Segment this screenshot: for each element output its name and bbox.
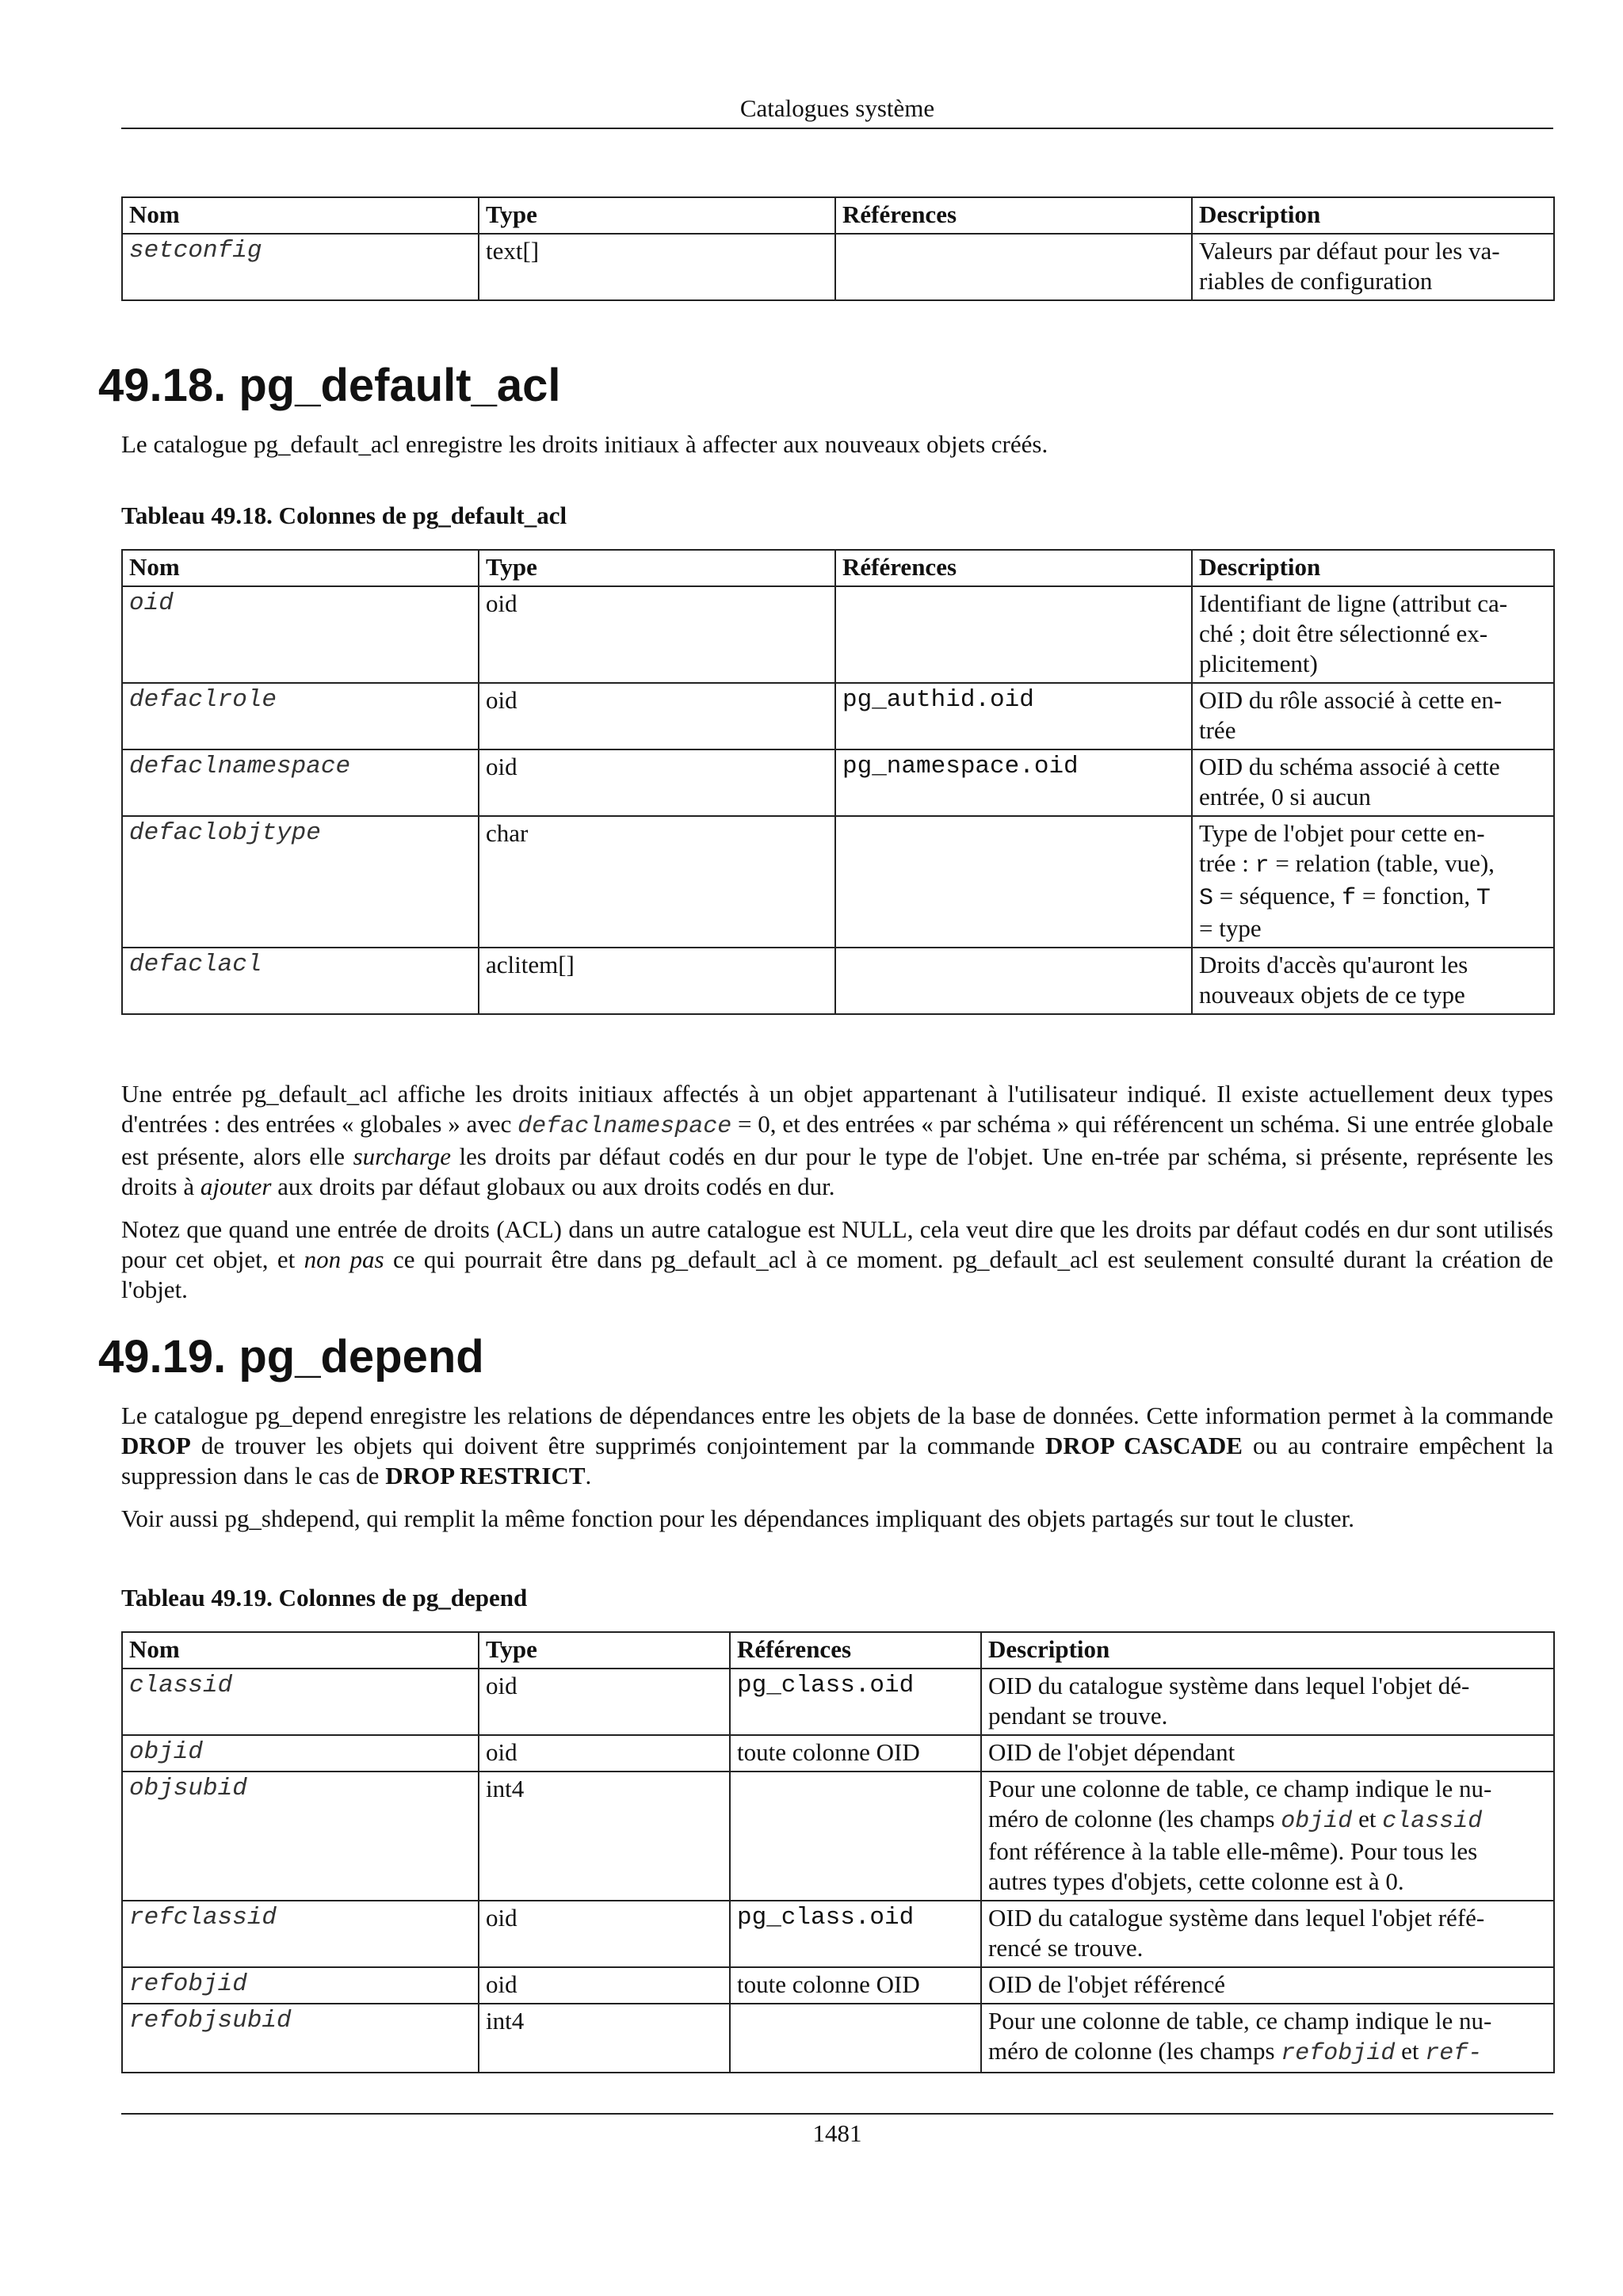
depend-table-wrap bbox=[121, 1631, 1553, 2073]
table-row bbox=[122, 816, 1554, 948]
column-header: Type bbox=[479, 550, 835, 586]
inline-code: defaclnamespace bbox=[517, 1113, 732, 1140]
table-caption: Tableau 49.18. Colonnes de pg_default_acl bbox=[121, 502, 567, 529]
column-desc-cell: OID du rôle associé à cette en- trée bbox=[1192, 683, 1554, 749]
column-ref-cell bbox=[835, 234, 1192, 300]
footer-rule bbox=[121, 2113, 1553, 2115]
table-row bbox=[122, 1901, 1554, 1967]
column-type-cell: oid bbox=[479, 749, 835, 816]
table-row bbox=[122, 1772, 1554, 1901]
continued-columns-table bbox=[121, 196, 1555, 301]
body-paragraph bbox=[121, 1215, 1553, 1305]
default-acl-intro bbox=[121, 429, 1553, 460]
section-heading-default-acl: 49.18. pg_default_acl bbox=[98, 360, 561, 411]
column-type-cell: char bbox=[479, 816, 835, 948]
desc-text: = type bbox=[1199, 914, 1262, 942]
column-header: Nom bbox=[122, 1632, 479, 1669]
inline-code: objid bbox=[1281, 1808, 1353, 1835]
column-ref-cell bbox=[730, 1772, 981, 1901]
table-row bbox=[122, 1967, 1554, 2004]
text-run: aux droits par défaut globaux ou aux droits codés en dur. bbox=[271, 1173, 835, 1200]
column-type-cell: text[] bbox=[479, 234, 835, 300]
inline-code: classid bbox=[1382, 1808, 1483, 1835]
code-value: T bbox=[1476, 885, 1491, 912]
column-header: Description bbox=[981, 1632, 1554, 1669]
column-header: Description bbox=[1192, 550, 1554, 586]
column-desc-cell: OID du catalogue système dans lequel l'objet dé- pendant se trouve. bbox=[981, 1669, 1554, 1735]
text-run: ce qui pourrait être dans pg_default_acl à ce moment. pg_default_acl est seulement consulté durant la création de l'objet. bbox=[121, 1245, 1553, 1303]
body-paragraph bbox=[121, 1401, 1553, 1491]
body-paragraph: Voir aussi pg_shdepend, qui remplit la même fonction pour les dépendances impliquant des objets partagés sur tout le cluster. bbox=[121, 1505, 1354, 1532]
table-header-row bbox=[122, 197, 1554, 234]
column-ref-cell: pg_class.oid bbox=[730, 1901, 981, 1967]
column-type-cell: oid bbox=[479, 1967, 730, 2004]
depend-caption bbox=[121, 1583, 1553, 1613]
text-run: ou au contraire empêchent la suppression dans le cas de bbox=[121, 1432, 1554, 1489]
column-type-cell: oid bbox=[479, 1735, 730, 1772]
column-header: Type bbox=[479, 1632, 730, 1669]
column-name-cell: defaclobjtype bbox=[122, 816, 479, 948]
column-ref-cell: toute colonne OID bbox=[730, 1735, 981, 1772]
text-run: les droits par défaut codés en dur pour le type de l'objet. Une en-trée par schéma, si présente, représente les droits à bbox=[121, 1142, 1554, 1200]
command-name: DROP bbox=[121, 1432, 191, 1459]
text-run: Notez que quand une entrée de droits (ACL) dans un autre catalogue est NULL, cela veut dire que les droits par défaut codés en dur sont utilisés pour cet objet, et bbox=[121, 1215, 1553, 1273]
inline-code: ref- bbox=[1425, 2040, 1483, 2067]
column-header: Nom bbox=[122, 197, 479, 234]
column-header: Références bbox=[730, 1632, 981, 1669]
column-ref-cell: pg_authid.oid bbox=[835, 683, 1192, 749]
column-name-cell: oid bbox=[122, 586, 479, 683]
column-name-cell: refclassid bbox=[122, 1901, 479, 1967]
column-type-cell: oid bbox=[479, 586, 835, 683]
desc-text: et bbox=[1395, 2037, 1426, 2065]
column-header: Type bbox=[479, 197, 835, 234]
column-desc-cell: OID de l'objet référencé bbox=[981, 1967, 1554, 2004]
table-row bbox=[122, 749, 1554, 816]
column-desc-cell: Valeurs par défaut pour les va- riables de configuration bbox=[1192, 234, 1554, 300]
table-caption: Tableau 49.19. Colonnes de pg_depend bbox=[121, 1584, 528, 1611]
column-type-cell: int4 bbox=[479, 2004, 730, 2073]
table-row bbox=[122, 2004, 1554, 2073]
column-desc-cell bbox=[981, 1772, 1554, 1901]
code-value: f bbox=[1342, 885, 1357, 912]
desc-text: = séquence, bbox=[1213, 882, 1342, 910]
depend-columns-table bbox=[121, 1631, 1555, 2073]
column-ref-cell bbox=[835, 816, 1192, 948]
table-row bbox=[122, 1669, 1554, 1735]
desc-text: Type de l'objet pour cette en- trée : bbox=[1199, 819, 1485, 877]
desc-text: = relation (table, vue), bbox=[1275, 849, 1495, 877]
table-header-row bbox=[122, 550, 1554, 586]
running-header: Catalogues système bbox=[739, 94, 935, 122]
table-header-row bbox=[122, 1632, 1554, 1669]
text-run: = 0, et des entrées « par schéma » qui référencent un schéma. Si une entrée globale est présente, alors elle bbox=[121, 1110, 1553, 1170]
column-header: Nom bbox=[122, 550, 479, 586]
column-name-cell: objid bbox=[122, 1735, 479, 1772]
table-row bbox=[122, 1735, 1554, 1772]
body-paragraph bbox=[121, 1079, 1553, 1202]
column-ref-cell: toute colonne OID bbox=[730, 1967, 981, 2004]
command-name: DROP CASCADE bbox=[1044, 1432, 1243, 1459]
column-name-cell: defaclnamespace bbox=[122, 749, 479, 816]
column-name-cell: refobjsubid bbox=[122, 2004, 479, 2073]
depend-body bbox=[121, 1401, 1553, 1534]
default-acl-caption bbox=[121, 501, 1553, 531]
page-number: 1481 bbox=[812, 2119, 862, 2147]
table-continued bbox=[121, 196, 1553, 301]
column-desc-cell bbox=[1192, 816, 1554, 948]
column-header: Références bbox=[835, 550, 1192, 586]
column-type-cell: oid bbox=[479, 1901, 730, 1967]
desc-text: et bbox=[1352, 1805, 1383, 1833]
column-type-cell: oid bbox=[479, 683, 835, 749]
column-type-cell: int4 bbox=[479, 1772, 730, 1901]
desc-text: = fonction, bbox=[1356, 882, 1476, 910]
emphasis: non pas bbox=[304, 1245, 384, 1273]
table-row bbox=[122, 683, 1554, 749]
column-type-cell: aclitem[] bbox=[479, 948, 835, 1014]
column-ref-cell bbox=[730, 2004, 981, 2073]
column-ref-cell: pg_class.oid bbox=[730, 1669, 981, 1735]
header-rule bbox=[121, 128, 1553, 129]
default-acl-table-wrap bbox=[121, 549, 1553, 1015]
emphasis: surcharge bbox=[353, 1142, 451, 1170]
text-run: Le catalogue pg_depend enregistre les relations de dépendances entre les objets de la base de données. Cette information permet à la commande bbox=[121, 1402, 1553, 1429]
intro-paragraph: Le catalogue pg_default_acl enregistre les droits initiaux à affecter aux nouveaux objets créés. bbox=[121, 430, 1048, 458]
table-row bbox=[122, 586, 1554, 683]
column-ref-cell bbox=[835, 948, 1192, 1014]
command-name: DROP RESTRICT bbox=[385, 1462, 586, 1489]
table-row bbox=[122, 948, 1554, 1014]
column-desc-cell: OID du catalogue système dans lequel l'objet réfé- rencé se trouve. bbox=[981, 1901, 1554, 1967]
default-acl-body bbox=[121, 1079, 1553, 1305]
column-name-cell: refobjid bbox=[122, 1967, 479, 2004]
column-desc-cell: OID du schéma associé à cette entrée, 0 si aucun bbox=[1192, 749, 1554, 816]
table-row bbox=[122, 234, 1554, 300]
desc-text: Pour une colonne de table, ce champ indique le nu- méro de colonne (les champs bbox=[988, 2007, 1492, 2065]
desc-text: font référence à la table elle-même). Pour tous les autres types d'objets, cette colonne est à 0. bbox=[988, 1837, 1478, 1895]
code-value: r bbox=[1254, 852, 1270, 879]
section-heading-depend: 49.19. pg_depend bbox=[98, 1331, 484, 1383]
column-ref-cell bbox=[835, 586, 1192, 683]
column-header: Références bbox=[835, 197, 1192, 234]
column-name-cell: defaclacl bbox=[122, 948, 479, 1014]
column-name-cell: setconfig bbox=[122, 234, 479, 300]
code-value: S bbox=[1199, 885, 1214, 912]
column-name-cell: defaclrole bbox=[122, 683, 479, 749]
default-acl-columns-table bbox=[121, 549, 1555, 1015]
text-run: Une entrée pg_default_acl affiche les droits initiaux affectés à un objet appartenant à l'utilisateur indiqué. Il existe actuellement deux types d'entrées : des entrées « globales » avec bbox=[121, 1080, 1553, 1138]
column-desc-cell bbox=[981, 2004, 1554, 2073]
column-name-cell: objsubid bbox=[122, 1772, 479, 1901]
text-run: de trouver les objets qui doivent être supprimés conjointement par la commande bbox=[190, 1432, 1045, 1459]
column-desc-cell: OID de l'objet dépendant bbox=[981, 1735, 1554, 1772]
column-ref-cell: pg_namespace.oid bbox=[835, 749, 1192, 816]
column-header: Description bbox=[1192, 197, 1554, 234]
column-desc-cell: Identifiant de ligne (attribut ca- ché ; doit être sélectionné ex- plicitement) bbox=[1192, 586, 1554, 683]
emphasis: ajouter bbox=[200, 1173, 272, 1200]
column-name-cell: classid bbox=[122, 1669, 479, 1735]
text-run: . bbox=[585, 1462, 592, 1489]
inline-code: refobjid bbox=[1281, 2040, 1396, 2067]
column-desc-cell: Droits d'accès qu'auront les nouveaux objets de ce type bbox=[1192, 948, 1554, 1014]
column-type-cell: oid bbox=[479, 1669, 730, 1735]
desc-text: Pour une colonne de table, ce champ indique le nu- méro de colonne (les champs bbox=[988, 1775, 1492, 1833]
